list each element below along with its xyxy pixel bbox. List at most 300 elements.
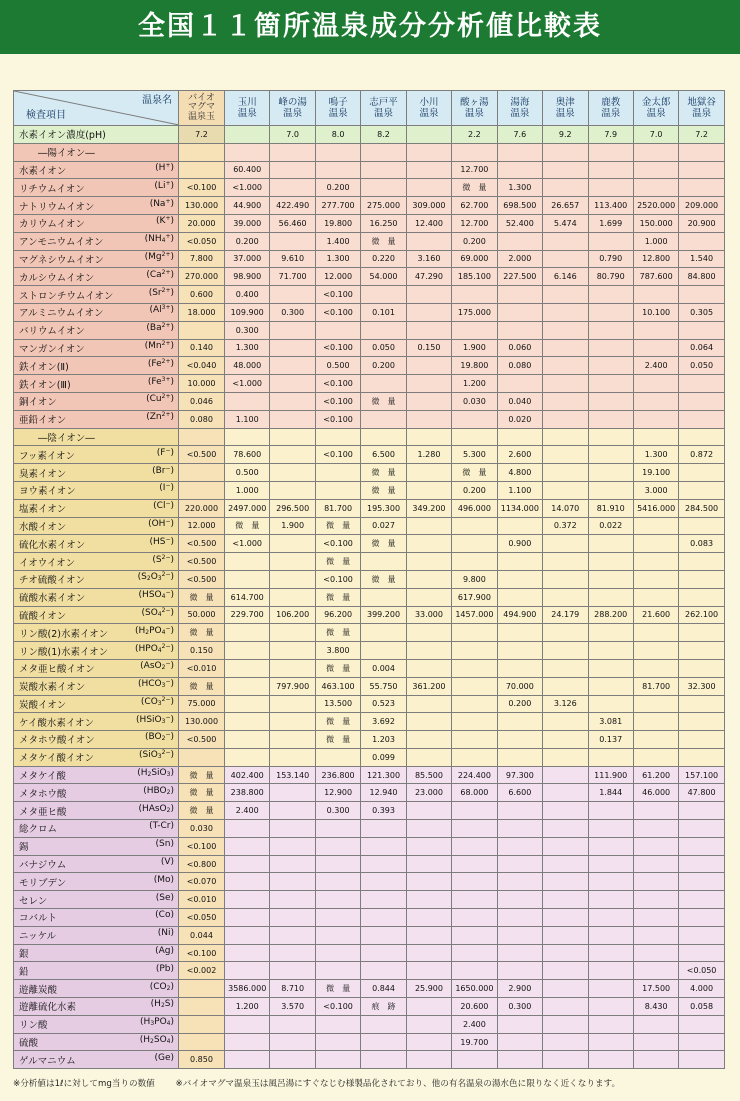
item-name: 遊離硫化水素 <box>19 1002 77 1014</box>
bio-magma-value-cell: 18.000 <box>179 303 225 321</box>
onsen-value-cell <box>361 891 406 909</box>
header-onsen-name: 峰の湯 <box>278 97 307 108</box>
onsen-value-cell <box>406 748 451 766</box>
onsen-value-cell: 2.400 <box>225 802 270 820</box>
item-formula: $(Fe^{3+})$ <box>147 375 174 387</box>
item-name-cell <box>14 606 179 624</box>
onsen-value-cell <box>633 926 678 944</box>
onsen-value-cell: 61.200 <box>633 766 678 784</box>
onsen-value-cell <box>225 428 270 446</box>
onsen-value-cell: 1.300 <box>225 339 270 357</box>
onsen-value-cell <box>225 126 270 144</box>
onsen-value-cell <box>588 446 633 464</box>
onsen-value-cell <box>452 802 497 820</box>
onsen-value-cell <box>270 179 315 197</box>
onsen-value-cell: 96.200 <box>315 606 360 624</box>
onsen-value-cell <box>406 802 451 820</box>
onsen-value-cell <box>679 464 724 482</box>
onsen-value-cell <box>406 126 451 144</box>
item-name: メタホウ酸イオン <box>19 735 95 747</box>
footnote-units: ※分析値は1ℓに対してmg当りの数値 <box>13 1079 155 1089</box>
onsen-value-cell <box>452 286 497 304</box>
section-label <box>14 428 179 446</box>
table-row <box>14 286 725 304</box>
onsen-value-cell: 痕 跡 <box>361 998 406 1016</box>
item-formula: $(Al^{3+})$ <box>149 304 174 316</box>
onsen-value-cell <box>270 535 315 553</box>
onsen-value-cell <box>315 820 360 838</box>
onsen-value-cell: 5.474 <box>543 214 588 232</box>
onsen-value-cell <box>497 909 542 927</box>
section-divider-row <box>14 428 725 446</box>
onsen-value-cell <box>406 179 451 197</box>
onsen-value-cell: 12.000 <box>315 268 360 286</box>
item-formula: (Br−) <box>152 464 174 476</box>
item-name: 硫酸水素イオン <box>19 593 86 605</box>
onsen-value-cell: 微 量 <box>315 553 360 571</box>
table-row <box>14 464 725 482</box>
onsen-value-cell <box>361 1033 406 1051</box>
item-formula: $(SiO3^{2-})$ <box>138 749 174 761</box>
header-onsen <box>225 91 270 126</box>
onsen-value-cell <box>543 481 588 499</box>
onsen-value-cell <box>225 1033 270 1051</box>
item-formula: (HSiO3−) <box>136 713 174 725</box>
item-formula: $(Ca^{2+})$ <box>146 268 174 280</box>
bio-magma-value-cell: 20.000 <box>179 214 225 232</box>
onsen-value-cell <box>497 748 542 766</box>
item-name-cell <box>14 695 179 713</box>
onsen-value-cell: 37.000 <box>225 250 270 268</box>
onsen-value-cell: 185.100 <box>452 268 497 286</box>
onsen-value-cell: <0.100 <box>315 570 360 588</box>
item-name-cell <box>14 731 179 749</box>
table-row <box>14 820 725 838</box>
onsen-value-cell <box>406 820 451 838</box>
bio-magma-value-cell: <0.050 <box>179 232 225 250</box>
item-name-cell <box>14 499 179 517</box>
onsen-value-cell <box>315 926 360 944</box>
onsen-value-cell <box>543 980 588 998</box>
onsen-value-cell <box>406 695 451 713</box>
onsen-value-cell <box>633 642 678 660</box>
onsen-value-cell <box>588 1033 633 1051</box>
onsen-value-cell <box>588 143 633 161</box>
onsen-value-cell <box>452 891 497 909</box>
onsen-value-cell <box>543 1015 588 1033</box>
onsen-value-cell: 0.050 <box>361 339 406 357</box>
header-onsen-suffix: 温泉 <box>510 108 530 119</box>
onsen-value-cell <box>588 891 633 909</box>
onsen-value-cell: 797.900 <box>270 677 315 695</box>
onsen-value-cell <box>633 161 678 179</box>
onsen-value-cell <box>361 820 406 838</box>
onsen-value-cell <box>452 855 497 873</box>
item-formula: (Ni) <box>157 928 174 939</box>
item-name: 臭素イオン <box>19 468 67 480</box>
onsen-value-cell <box>588 570 633 588</box>
onsen-value-cell: 0.393 <box>361 802 406 820</box>
onsen-value-cell <box>497 659 542 677</box>
onsen-value-cell: 2.400 <box>633 357 678 375</box>
onsen-value-cell <box>588 464 633 482</box>
onsen-value-cell <box>679 375 724 393</box>
onsen-value-cell <box>315 321 360 339</box>
onsen-value-cell <box>543 820 588 838</box>
onsen-value-cell: 84.800 <box>679 268 724 286</box>
onsen-value-cell <box>452 695 497 713</box>
item-name: アンモニウムイオン <box>19 237 104 249</box>
item-formula: (I−) <box>159 482 174 494</box>
onsen-value-cell <box>406 357 451 375</box>
onsen-value-cell <box>543 250 588 268</box>
item-name: 銀 <box>19 949 29 961</box>
onsen-value-cell: 0.004 <box>361 659 406 677</box>
item-name-cell <box>14 677 179 695</box>
onsen-value-cell <box>406 998 451 1016</box>
onsen-value-cell <box>361 926 406 944</box>
onsen-value-cell: 13.500 <box>315 695 360 713</box>
onsen-value-cell: 402.400 <box>225 766 270 784</box>
onsen-value-cell: 19.100 <box>633 464 678 482</box>
onsen-value-cell <box>406 1033 451 1051</box>
bio-magma-value-cell: 0.044 <box>179 926 225 944</box>
item-name-cell <box>14 1033 179 1051</box>
onsen-value-cell <box>270 784 315 802</box>
onsen-value-cell <box>270 695 315 713</box>
onsen-value-cell: 微 量 <box>361 232 406 250</box>
bio-magma-value-cell: <0.100 <box>179 179 225 197</box>
section-label <box>14 143 179 161</box>
onsen-value-cell <box>452 321 497 339</box>
header-onsen-name: 玉川 <box>237 97 257 108</box>
onsen-value-cell: 284.500 <box>679 499 724 517</box>
header-onsen <box>633 91 678 126</box>
item-formula: (Pb) <box>155 963 174 974</box>
table-row <box>14 250 725 268</box>
onsen-value-cell <box>270 748 315 766</box>
item-name: 水酸イオン <box>19 521 67 533</box>
onsen-value-cell <box>679 926 724 944</box>
onsen-value-cell <box>361 179 406 197</box>
table-row <box>14 713 725 731</box>
item-name: 硫化水素イオン <box>19 539 86 551</box>
onsen-value-cell <box>543 286 588 304</box>
item-name-cell <box>14 161 179 179</box>
onsen-value-cell: 229.700 <box>225 606 270 624</box>
item-name: バナジウム <box>19 860 67 872</box>
onsen-value-cell: 10.100 <box>633 303 678 321</box>
table-row <box>14 731 725 749</box>
onsen-value-cell <box>225 1051 270 1069</box>
table-row <box>14 517 725 535</box>
bio-magma-value-cell: <0.040 <box>179 357 225 375</box>
onsen-value-cell <box>588 998 633 1016</box>
onsen-value-cell <box>225 926 270 944</box>
onsen-value-cell <box>633 820 678 838</box>
item-name-cell <box>14 855 179 873</box>
onsen-value-cell: 0.099 <box>361 748 406 766</box>
onsen-value-cell <box>588 944 633 962</box>
onsen-value-cell <box>270 624 315 642</box>
onsen-value-cell: 349.200 <box>406 499 451 517</box>
item-name: リン酸(2)水素イオン <box>19 628 109 640</box>
onsen-value-cell: 81.700 <box>633 677 678 695</box>
bio-magma-value-cell: 7.2 <box>179 126 225 144</box>
item-name: カルシウムイオン <box>19 272 95 284</box>
onsen-value-cell <box>270 642 315 660</box>
header-onsen <box>588 91 633 126</box>
onsen-value-cell: <1.000 <box>225 375 270 393</box>
onsen-value-cell <box>406 962 451 980</box>
onsen-value-cell <box>497 926 542 944</box>
onsen-value-cell <box>679 428 724 446</box>
onsen-value-cell <box>679 1015 724 1033</box>
onsen-value-cell <box>406 464 451 482</box>
item-name: メタケイ酸 <box>19 771 66 783</box>
item-formula: $(Mn^{2+})$ <box>144 339 174 351</box>
onsen-value-cell <box>225 677 270 695</box>
bio-magma-value-cell: <0.500 <box>179 731 225 749</box>
onsen-value-cell <box>633 909 678 927</box>
item-formula: $(S2O3^{2-})$ <box>137 571 174 583</box>
onsen-value-cell <box>497 1015 542 1033</box>
onsen-value-cell: 微 量 <box>452 464 497 482</box>
item-name-cell <box>14 321 179 339</box>
onsen-value-cell <box>270 731 315 749</box>
onsen-value-cell <box>361 375 406 393</box>
onsen-value-cell <box>543 784 588 802</box>
table-row <box>14 695 725 713</box>
onsen-value-cell <box>543 321 588 339</box>
onsen-value-cell: 60.400 <box>225 161 270 179</box>
onsen-value-cell <box>543 909 588 927</box>
onsen-value-cell: 9.610 <box>270 250 315 268</box>
item-formula: (HS−) <box>149 535 174 547</box>
onsen-value-cell <box>497 855 542 873</box>
onsen-value-cell <box>452 410 497 428</box>
header-onsen <box>361 91 406 126</box>
item-name: 硫酸イオン <box>19 610 67 622</box>
onsen-value-cell <box>225 909 270 927</box>
onsen-value-cell <box>543 570 588 588</box>
onsen-value-cell <box>406 161 451 179</box>
comparison-table-container <box>13 90 724 1069</box>
onsen-value-cell <box>361 962 406 980</box>
onsen-value-cell <box>679 392 724 410</box>
item-name: ストロンチウムイオン <box>19 290 114 302</box>
onsen-value-cell <box>452 1051 497 1069</box>
item-formula: (NH4+) <box>144 233 174 245</box>
header-onsen <box>679 91 724 126</box>
onsen-value-cell <box>679 802 724 820</box>
item-name: コバルト <box>19 913 58 925</box>
onsen-value-cell <box>361 588 406 606</box>
onsen-value-cell <box>588 820 633 838</box>
onsen-value-cell <box>315 962 360 980</box>
table-row <box>14 855 725 873</box>
item-name: バリウムイオン <box>19 326 85 338</box>
onsen-value-cell <box>633 553 678 571</box>
onsen-value-cell: 0.027 <box>361 517 406 535</box>
item-name-cell <box>14 286 179 304</box>
onsen-value-cell <box>679 143 724 161</box>
onsen-value-cell <box>633 410 678 428</box>
header-bio-line: マグマ <box>187 102 215 113</box>
onsen-value-cell: 494.900 <box>497 606 542 624</box>
onsen-value-cell: 微 量 <box>361 392 406 410</box>
item-name-cell <box>14 873 179 891</box>
onsen-value-cell <box>452 926 497 944</box>
item-name-cell <box>14 713 179 731</box>
onsen-value-cell <box>361 286 406 304</box>
header-onsen-suffix: 温泉 <box>374 108 394 119</box>
onsen-value-cell <box>270 944 315 962</box>
onsen-value-cell: 19.800 <box>452 357 497 375</box>
item-name: 鉛 <box>19 966 29 978</box>
onsen-value-cell <box>633 143 678 161</box>
onsen-value-cell <box>679 837 724 855</box>
table-row <box>14 1051 725 1069</box>
table-row <box>14 303 725 321</box>
onsen-value-cell <box>588 357 633 375</box>
onsen-value-cell: 157.100 <box>679 766 724 784</box>
onsen-value-cell: 微 量 <box>225 517 270 535</box>
item-name: ニッケル <box>19 931 57 943</box>
onsen-value-cell: 3.081 <box>588 713 633 731</box>
onsen-value-cell: 2.900 <box>497 980 542 998</box>
onsen-value-cell: <0.100 <box>315 392 360 410</box>
item-name-cell <box>14 909 179 927</box>
table-row <box>14 837 725 855</box>
item-name-cell <box>14 535 179 553</box>
item-name-cell <box>14 392 179 410</box>
onsen-value-cell: 1.400 <box>315 232 360 250</box>
onsen-value-cell <box>497 375 542 393</box>
bio-magma-value-cell <box>179 1033 225 1051</box>
onsen-value-cell: 0.790 <box>588 250 633 268</box>
table-row <box>14 197 725 215</box>
onsen-value-cell: 0.500 <box>315 357 360 375</box>
onsen-value-cell <box>588 375 633 393</box>
onsen-value-cell <box>543 944 588 962</box>
onsen-value-cell: 62.700 <box>452 197 497 215</box>
onsen-value-cell <box>225 891 270 909</box>
item-formula: $(CO3^{2-})$ <box>140 695 174 707</box>
onsen-value-cell: <0.100 <box>315 446 360 464</box>
item-formula: (H2S) <box>150 999 174 1010</box>
onsen-value-cell: 150.000 <box>633 214 678 232</box>
onsen-value-cell: 14.070 <box>543 499 588 517</box>
item-name-cell <box>14 766 179 784</box>
onsen-value-cell: 2.400 <box>452 1015 497 1033</box>
header-bio-magma <box>179 91 225 126</box>
onsen-value-cell <box>452 713 497 731</box>
table-row <box>14 268 725 286</box>
onsen-value-cell <box>588 232 633 250</box>
item-name: ケイ酸水素イオン <box>19 717 95 729</box>
onsen-value-cell <box>497 944 542 962</box>
onsen-value-cell <box>679 642 724 660</box>
onsen-value-cell: 17.500 <box>633 980 678 998</box>
onsen-value-cell: 52.400 <box>497 214 542 232</box>
onsen-value-cell <box>543 535 588 553</box>
onsen-value-cell <box>497 891 542 909</box>
onsen-value-cell <box>633 891 678 909</box>
onsen-value-cell <box>633 1051 678 1069</box>
bio-magma-value-cell: 微 量 <box>179 802 225 820</box>
item-name: メタケイ酸イオン <box>19 753 95 765</box>
item-name: メタ亜ヒ酸 <box>19 806 67 818</box>
onsen-value-cell <box>406 535 451 553</box>
item-formula: $(S^{2-})$ <box>152 553 174 565</box>
onsen-value-cell <box>361 428 406 446</box>
onsen-value-cell <box>543 446 588 464</box>
onsen-value-cell: 20.600 <box>452 998 497 1016</box>
onsen-value-cell <box>543 1051 588 1069</box>
onsen-value-cell <box>361 161 406 179</box>
onsen-value-cell: 16.250 <box>361 214 406 232</box>
onsen-value-cell <box>452 820 497 838</box>
onsen-value-cell <box>497 731 542 749</box>
onsen-value-cell <box>225 731 270 749</box>
onsen-value-cell <box>679 820 724 838</box>
table-row <box>14 873 725 891</box>
onsen-value-cell <box>679 570 724 588</box>
item-name: ―陽イオン― <box>38 148 95 160</box>
item-formula: $(Ba^{2+})$ <box>146 322 174 334</box>
item-formula: $(SO4^{2-})$ <box>141 606 174 618</box>
onsen-value-cell: 23.000 <box>406 784 451 802</box>
table-body <box>14 126 725 1069</box>
onsen-value-cell <box>452 535 497 553</box>
onsen-value-cell <box>679 321 724 339</box>
onsen-value-cell: 2.2 <box>452 126 497 144</box>
item-formula: (H+) <box>155 161 174 173</box>
onsen-value-cell <box>497 321 542 339</box>
onsen-value-cell: 8.0 <box>315 126 360 144</box>
onsen-value-cell: 1650.000 <box>452 980 497 998</box>
onsen-value-cell <box>361 642 406 660</box>
bio-magma-value-cell: <0.070 <box>179 873 225 891</box>
onsen-value-cell: 617.900 <box>452 588 497 606</box>
onsen-value-cell <box>315 837 360 855</box>
onsen-value-cell <box>225 143 270 161</box>
item-name: 硫酸 <box>19 1038 39 1050</box>
table-row <box>14 1015 725 1033</box>
item-formula: (T-Cr) <box>149 821 174 832</box>
onsen-value-cell <box>679 481 724 499</box>
onsen-value-cell: 1.300 <box>633 446 678 464</box>
onsen-value-cell <box>633 855 678 873</box>
item-formula: $(Cu^{2+})$ <box>146 393 174 405</box>
onsen-value-cell: 7.2 <box>679 126 724 144</box>
onsen-value-cell <box>633 179 678 197</box>
item-name-cell <box>14 553 179 571</box>
onsen-value-cell <box>315 873 360 891</box>
onsen-value-cell: 微 量 <box>361 535 406 553</box>
item-name: イオウイオン <box>19 557 76 569</box>
onsen-value-cell: 12.940 <box>361 784 406 802</box>
onsen-value-cell <box>406 517 451 535</box>
header-onsen-name: 金太郎 <box>641 97 671 108</box>
onsen-value-cell <box>543 553 588 571</box>
bio-magma-value-cell <box>179 481 225 499</box>
onsen-value-cell <box>543 731 588 749</box>
onsen-value-cell: 496.000 <box>452 499 497 517</box>
onsen-value-cell: 0.305 <box>679 303 724 321</box>
item-formula: (Li+) <box>154 179 174 191</box>
